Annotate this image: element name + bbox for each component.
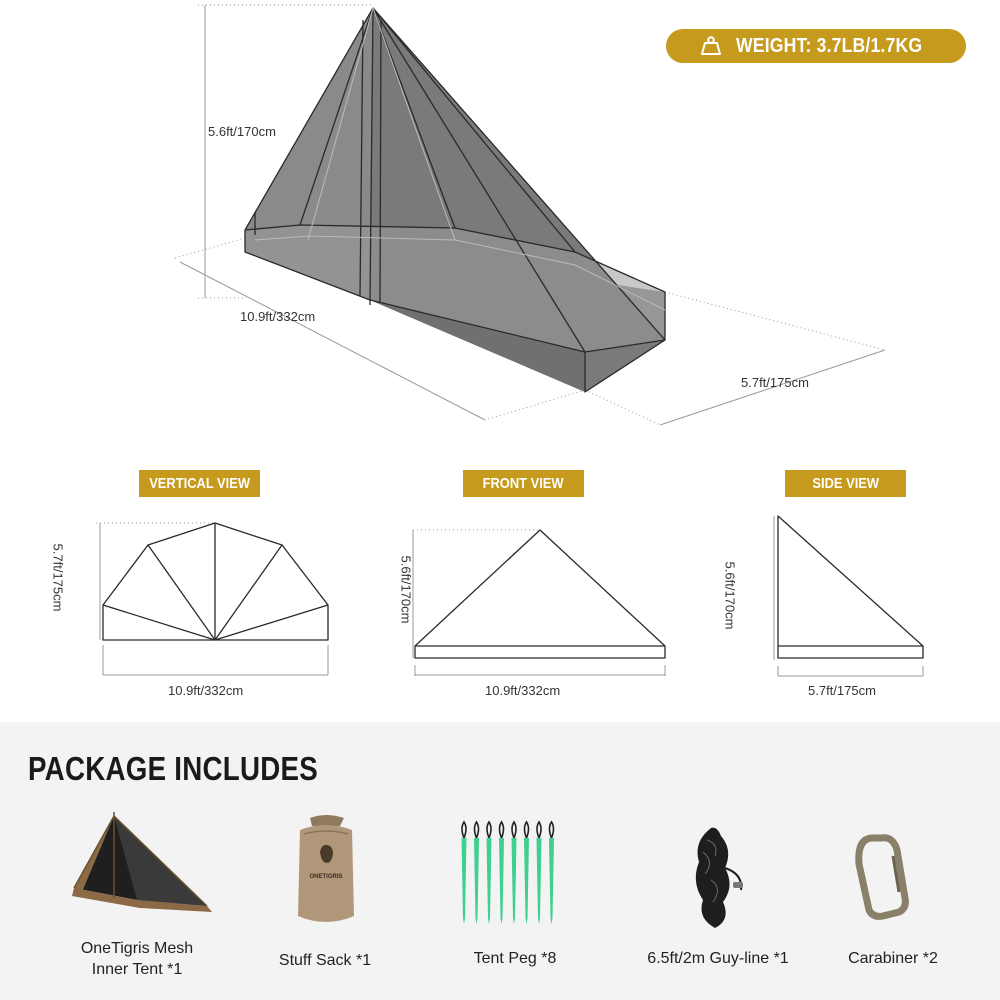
tent-pegs-image [450, 818, 570, 928]
length-label: 10.9ft/332cm [240, 309, 316, 324]
tent-peg [537, 822, 542, 924]
package-item-inner-tent-label: OneTigris Mesh Inner Tent *1 [80, 940, 194, 978]
front-view-diagram [395, 510, 675, 690]
front-view-title: FRONT VIEW [463, 470, 584, 497]
package-title: PACKAGE INCLUDES [28, 750, 318, 787]
carabiner-image [853, 834, 913, 920]
package-section [0, 722, 1000, 1000]
mesh-inner-tent-image [62, 808, 222, 918]
tent-peg [549, 822, 554, 924]
package-item-tent-peg-label: Tent Peg *8 [473, 950, 557, 967]
stuff-sack-brand-text: ONETIGRIS [309, 874, 343, 880]
tent-peg [499, 822, 504, 924]
tent-peg [462, 822, 467, 924]
tent-3d-diagram [0, 0, 1000, 440]
stuff-sack-image [290, 812, 362, 930]
weight-text: WEIGHT: 3.7LB/1.7KG [736, 34, 923, 57]
package-item-guy-line-label: 6.5ft/2m Guy-line *1 [647, 950, 789, 967]
side-view-title: SIDE VIEW [785, 470, 906, 497]
height-label: 5.6ft/170cm [208, 124, 276, 139]
tent-peg [487, 822, 492, 924]
guy-line-image [685, 822, 755, 934]
tent-peg [524, 822, 529, 924]
package-item-carabiner-label: Carabiner *2 [848, 950, 938, 967]
tent-peg [512, 822, 517, 924]
weight-icon [700, 35, 722, 57]
tent-peg [474, 822, 479, 924]
front-view-height-label: 5.6ft/170cm [398, 555, 414, 624]
width-label: 5.7ft/175cm [741, 375, 809, 390]
package-item-stuff-sack-label: Stuff Sack *1 [278, 952, 372, 969]
weight-badge [666, 29, 966, 63]
vertical-view-diagram [90, 510, 340, 690]
vertical-view-title: VERTICAL VIEW [139, 470, 260, 497]
front-view-width-label: 10.9ft/332cm [485, 683, 561, 698]
vertical-view-width-label: 10.9ft/332cm [168, 683, 244, 698]
side-view-width-label: 5.7ft/175cm [808, 683, 876, 698]
side-view-diagram [760, 510, 940, 690]
vertical-view-height-label: 5.7ft/175cm [50, 543, 66, 612]
side-view-height-label: 5.6ft/170cm [722, 561, 738, 630]
